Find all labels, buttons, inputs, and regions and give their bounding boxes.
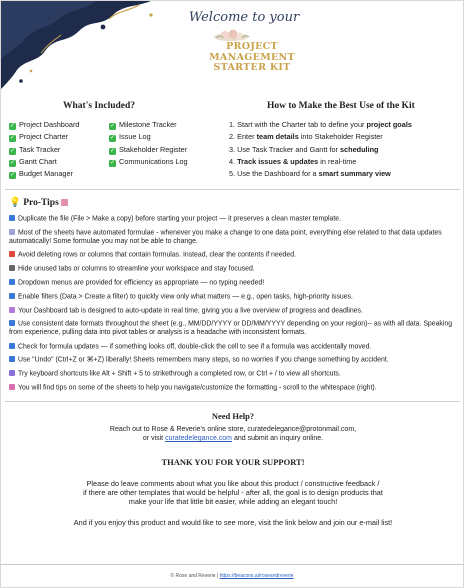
tip-text: Use "Undo" (Ctrl+Z or ⌘+Z) liberally! Sheets remembers many steps, so no worries if you change something by accident. (18, 356, 389, 364)
pro-tips-heading: 💡 Pro-Tips (9, 197, 68, 208)
tip-item (9, 343, 459, 352)
title-line: STARTER KIT (213, 62, 291, 73)
tip-text: Your Dashboard tab is designed to auto-update in real time, giving you a live overview of progress and deadlines. (18, 307, 363, 315)
formula-icon (9, 229, 15, 235)
divider (5, 401, 460, 402)
howto-step: 4. Track issues & updates in real-time (229, 156, 357, 166)
checkmark-icon: ✓ (109, 147, 116, 154)
tip-item (9, 251, 459, 260)
list-item: ✓ Project Charter (9, 132, 69, 142)
tip-text: Try keyboard shortcuts like Alt + Shift + 5 to strikethrough a completed row, or Ctrl + / to view all shortcuts. (18, 370, 341, 378)
divider (5, 189, 460, 190)
tip-text: Enable filters (Data > Create a filter) to quickly view only what matters — e.g., open tasks, high-priority issues. (18, 293, 353, 301)
kit-title (197, 42, 307, 74)
floral-icon (211, 28, 251, 42)
checkmark-icon: ✓ (9, 135, 16, 142)
eye-icon (9, 265, 15, 271)
list-item: ✓ Stakeholder Register (109, 144, 188, 154)
ink-splash-decoration (1, 1, 161, 89)
howto-step: 5. Use the Dashboard for a smart summary view (229, 169, 391, 179)
list-item: ✓ Project Dashboard (9, 120, 80, 129)
tip-item (9, 370, 459, 379)
howto-steps (229, 119, 412, 180)
pencil-icon (61, 199, 68, 206)
list-item: ✓ Issue Log (109, 132, 151, 142)
comment-line: Please do leave comments about what you like about this product / constructive feedback / (86, 479, 380, 488)
dashboard-icon (9, 307, 15, 313)
list-item: ✓ Budget Manager (9, 169, 73, 179)
no-icon (9, 251, 15, 257)
tip-text: Duplicate the file (File > Make a copy) before starting your project — it preserves a clean master template. (18, 215, 342, 223)
copyright-text: © Rose and Reverie (170, 573, 216, 579)
checkmark-icon: ✓ (9, 159, 16, 166)
tip-item (9, 384, 459, 393)
footer-link[interactable]: https://beacons.ai/roseandreverie (219, 573, 294, 579)
tip-item (9, 229, 459, 246)
checkmark-icon: ✓ (109, 135, 116, 142)
comment-line: if there are other templates that would be helpful - after all, the goal is to design products that (83, 488, 383, 498)
title-line: PROJECT (226, 41, 278, 52)
tip-text: Use consistent date formats throughout the sheet (e.g., MM/DD/YYYY or DD/MM/YYYY depending on your region)-- as with all data. Speaking from experience, pulling data into pivot tables or analysis is a headache with inconsistent formats. (9, 320, 453, 337)
tip-text: Hide unused tabs or columns to streamline your workspace and stay focused. (18, 265, 255, 273)
tip-item (9, 293, 459, 302)
list-item: ✓ Milestone Tracker (109, 120, 177, 129)
lightbulb-icon: 💡 (9, 198, 21, 208)
smile-icon (9, 384, 15, 390)
chart-icon (9, 343, 15, 349)
list-item: ✓ Gantt Chart (9, 156, 57, 166)
tip-item (9, 279, 459, 288)
footer-separator: | (215, 573, 220, 579)
footer (1, 564, 463, 583)
pro-tips-list (9, 215, 459, 398)
help-line: Reach out to Rose & Reverie's online store, curatedelegance@protonmail.com, (109, 426, 357, 433)
tip-item (9, 320, 459, 337)
help-heading: Need Help? (211, 411, 255, 421)
included-heading: What's Included? (63, 101, 136, 111)
comments-text (1, 479, 464, 507)
help-text (1, 425, 464, 443)
checkmark-icon: ✓ (9, 172, 16, 179)
tip-text: Check for formula updates — if something looks off, double-click the cell to see if a formula was accidentally moved. (18, 343, 372, 351)
tip-text: Most of the sheets have automated formulae - whenever you make a change to one data point, everything else related to that data updates automatically! Some formulae you may not be able to change. (9, 229, 442, 245)
tip-item (9, 265, 459, 274)
included-list-col2 (109, 119, 188, 168)
filter-icon (9, 293, 15, 299)
title-line: MANAGEMENT (209, 51, 295, 63)
store-link[interactable]: curatedelegance.com (165, 435, 233, 442)
copy-icon (9, 215, 15, 221)
enjoy-text: And if you enjoy this product and would like to see more, visit the link below and join our e-mail list! (73, 518, 393, 527)
tip-item (9, 307, 459, 316)
howto-heading: How to Make the Best Use of the Kit (267, 101, 415, 111)
tip-item (9, 215, 459, 224)
howto-step: 3. Use Task Tracker and Gantt for scheduling (229, 144, 379, 154)
checkmark-icon: ✓ (109, 123, 116, 129)
dropdown-icon (9, 279, 15, 285)
keyboard-icon (9, 370, 15, 376)
howto-step: 1. Start with the Charter tab to define your project goals (229, 120, 412, 129)
welcome-text: Welcome to your (188, 10, 300, 25)
howto-step: 2. Enter team details into Stakeholder Register (229, 132, 383, 142)
tip-text: Avoid deleting rows or columns that contain formulas. Instead, clear the contents if needed. (18, 251, 296, 259)
tip-text: Dropdown menus are provided for efficiency as appropriate — no typing needed! (18, 279, 265, 287)
checkmark-icon: ✓ (9, 123, 16, 129)
thanks-heading: THANK YOU FOR YOUR SUPPORT! (161, 457, 305, 467)
header (1, 1, 463, 89)
list-item: ✓ Task Tracker (9, 144, 61, 154)
checkmark-icon: ✓ (9, 147, 16, 154)
checkmark-icon: ✓ (109, 159, 116, 166)
tip-item (9, 356, 459, 365)
comment-line: make your life that little bit easier, while adding an elegant touch! (128, 497, 338, 507)
included-list-col1 (9, 119, 79, 180)
help-line: or visit curatedelegance.com and submit an inquiry online. (142, 435, 324, 442)
undo-icon (9, 356, 15, 362)
list-item: ✓ Communications Log (109, 156, 188, 166)
calendar-icon (9, 320, 15, 326)
tip-text: You will find tips on some of the sheets to help you navigate/customize the formatting - scroll to the whitespace (right). (18, 384, 377, 392)
